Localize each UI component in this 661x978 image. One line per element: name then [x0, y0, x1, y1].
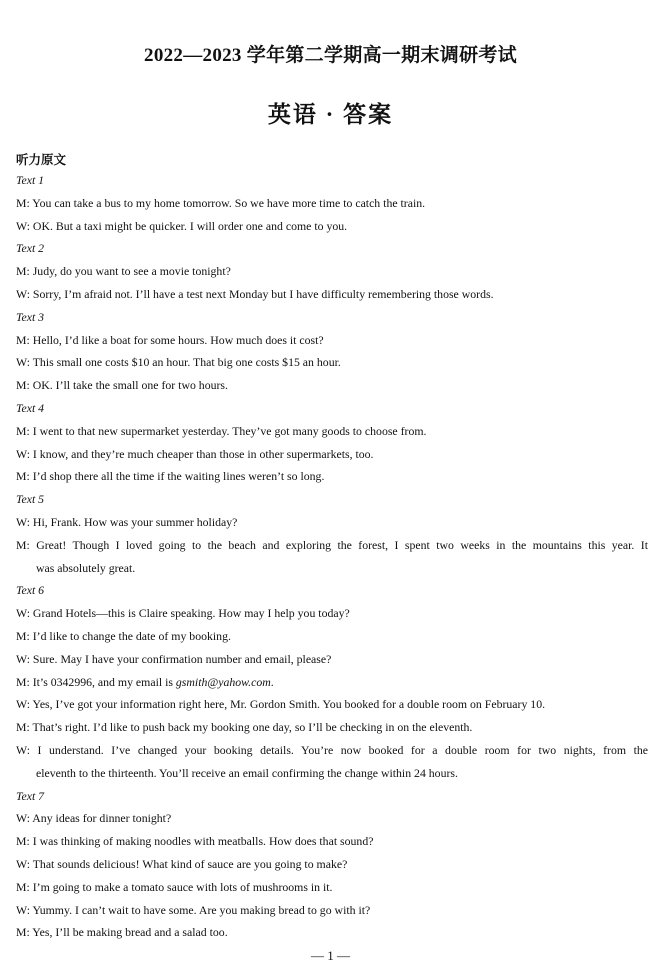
text-label: Text 6 [16, 583, 45, 598]
page-number: — 1 — [311, 948, 350, 963]
dialogue-line: W: Sorry, I’m afraid not. I’ll have a test next Monday but I have difficulty remembering those words. [16, 286, 494, 301]
text-label: Text 3 [16, 309, 45, 324]
dialogue-line: W: This small one costs $10 an hour. That big one costs $15 an hour. [16, 355, 341, 370]
dialogue-text-end: . [270, 674, 274, 689]
dialogue-line: W: Yes, I’ve got your information right here, Mr. Gordon Smith. You booked for a double room on February 10. [16, 697, 546, 712]
dialogue-line: W: That sounds delicious! What kind of sauce are you going to make? [16, 856, 348, 871]
section-heading: 听力原文 [16, 153, 67, 167]
dialogue-line: W: Yummy. I can’t wait to have some. Are you making bread to go with it? [16, 902, 371, 917]
dialogue-line: W: Grand Hotels—this is Claire speaking. How may I help you today? [16, 606, 350, 621]
dialogue-line: M: Hello, I’d like a boat for some hours. How much does it cost? [16, 332, 324, 347]
page-title: 2022—2023 学年第二学期高一期末调研考试 [144, 45, 517, 66]
dialogue-line: M: Great! Though I loved going to the beach and exploring the forest, I spent two weeks in the mountains this year. It [16, 537, 648, 552]
dialogue-line-continuation: was absolutely great. [36, 560, 136, 575]
dialogue-line: M: I’d shop there all the time if the waiting lines weren’t so long. [16, 469, 325, 484]
dialogue-line [16, 674, 648, 697]
dialogue-line: M: Judy, do you want to see a movie tonight? [16, 264, 231, 279]
dialogue-line-continuation: eleventh to the thirteenth. You’ll receive an email confirming the change within 24 hours. [36, 765, 458, 780]
dialogue-line: W: I understand. I’ve changed your booking details. You’re now booked for a double room for two nights, from the [16, 742, 648, 757]
text-label: Text 1 [16, 173, 45, 187]
dialogue-line: M: I was thinking of making noodles with meatballs. How does that sound? [16, 834, 374, 849]
dialogue-line: W: OK. But a taxi might be quicker. I will order one and come to you. [16, 218, 348, 233]
page-subtitle: 英语 · 答案 [267, 102, 394, 127]
dialogue-line: M: You can take a bus to my home tomorrow. So we have more time to catch the train. [16, 195, 426, 210]
text-label: Text 4 [16, 400, 45, 415]
dialogue-line: M: I’d like to change the date of my booking. [16, 628, 231, 643]
text-label: Text 5 [16, 492, 45, 507]
dialogue-line: W: Hi, Frank. How was your summer holiday? [16, 514, 238, 529]
text-label: Text 7 [16, 788, 45, 803]
dialogue-text: M: It’s 0342996, and my email is [16, 674, 176, 689]
text-label: Text 2 [16, 241, 45, 256]
dialogue-line: M: OK. I’ll take the small one for two hours. [16, 378, 228, 393]
transcript-body [16, 172, 648, 947]
dialogue-line: M: Yes, I’ll be making bread and a salad too. [16, 925, 228, 940]
email-address: gsmith@yahow.com [175, 674, 271, 689]
dialogue-line: W: I know, and they’re much cheaper than those in other supermarkets, too. [16, 446, 374, 461]
dialogue-line: M: I’m going to make a tomato sauce with lots of mushrooms in it. [16, 879, 333, 894]
dialogue-line: M: I went to that new supermarket yesterday. They’ve got many goods to choose from. [16, 423, 427, 438]
dialogue-line: W: Sure. May I have your confirmation number and email, please? [16, 651, 332, 666]
dialogue-line: W: Any ideas for dinner tonight? [16, 811, 172, 826]
dialogue-line: M: That’s right. I’d like to push back my booking one day, so I’ll be checking in on the eleventh. [16, 720, 473, 735]
